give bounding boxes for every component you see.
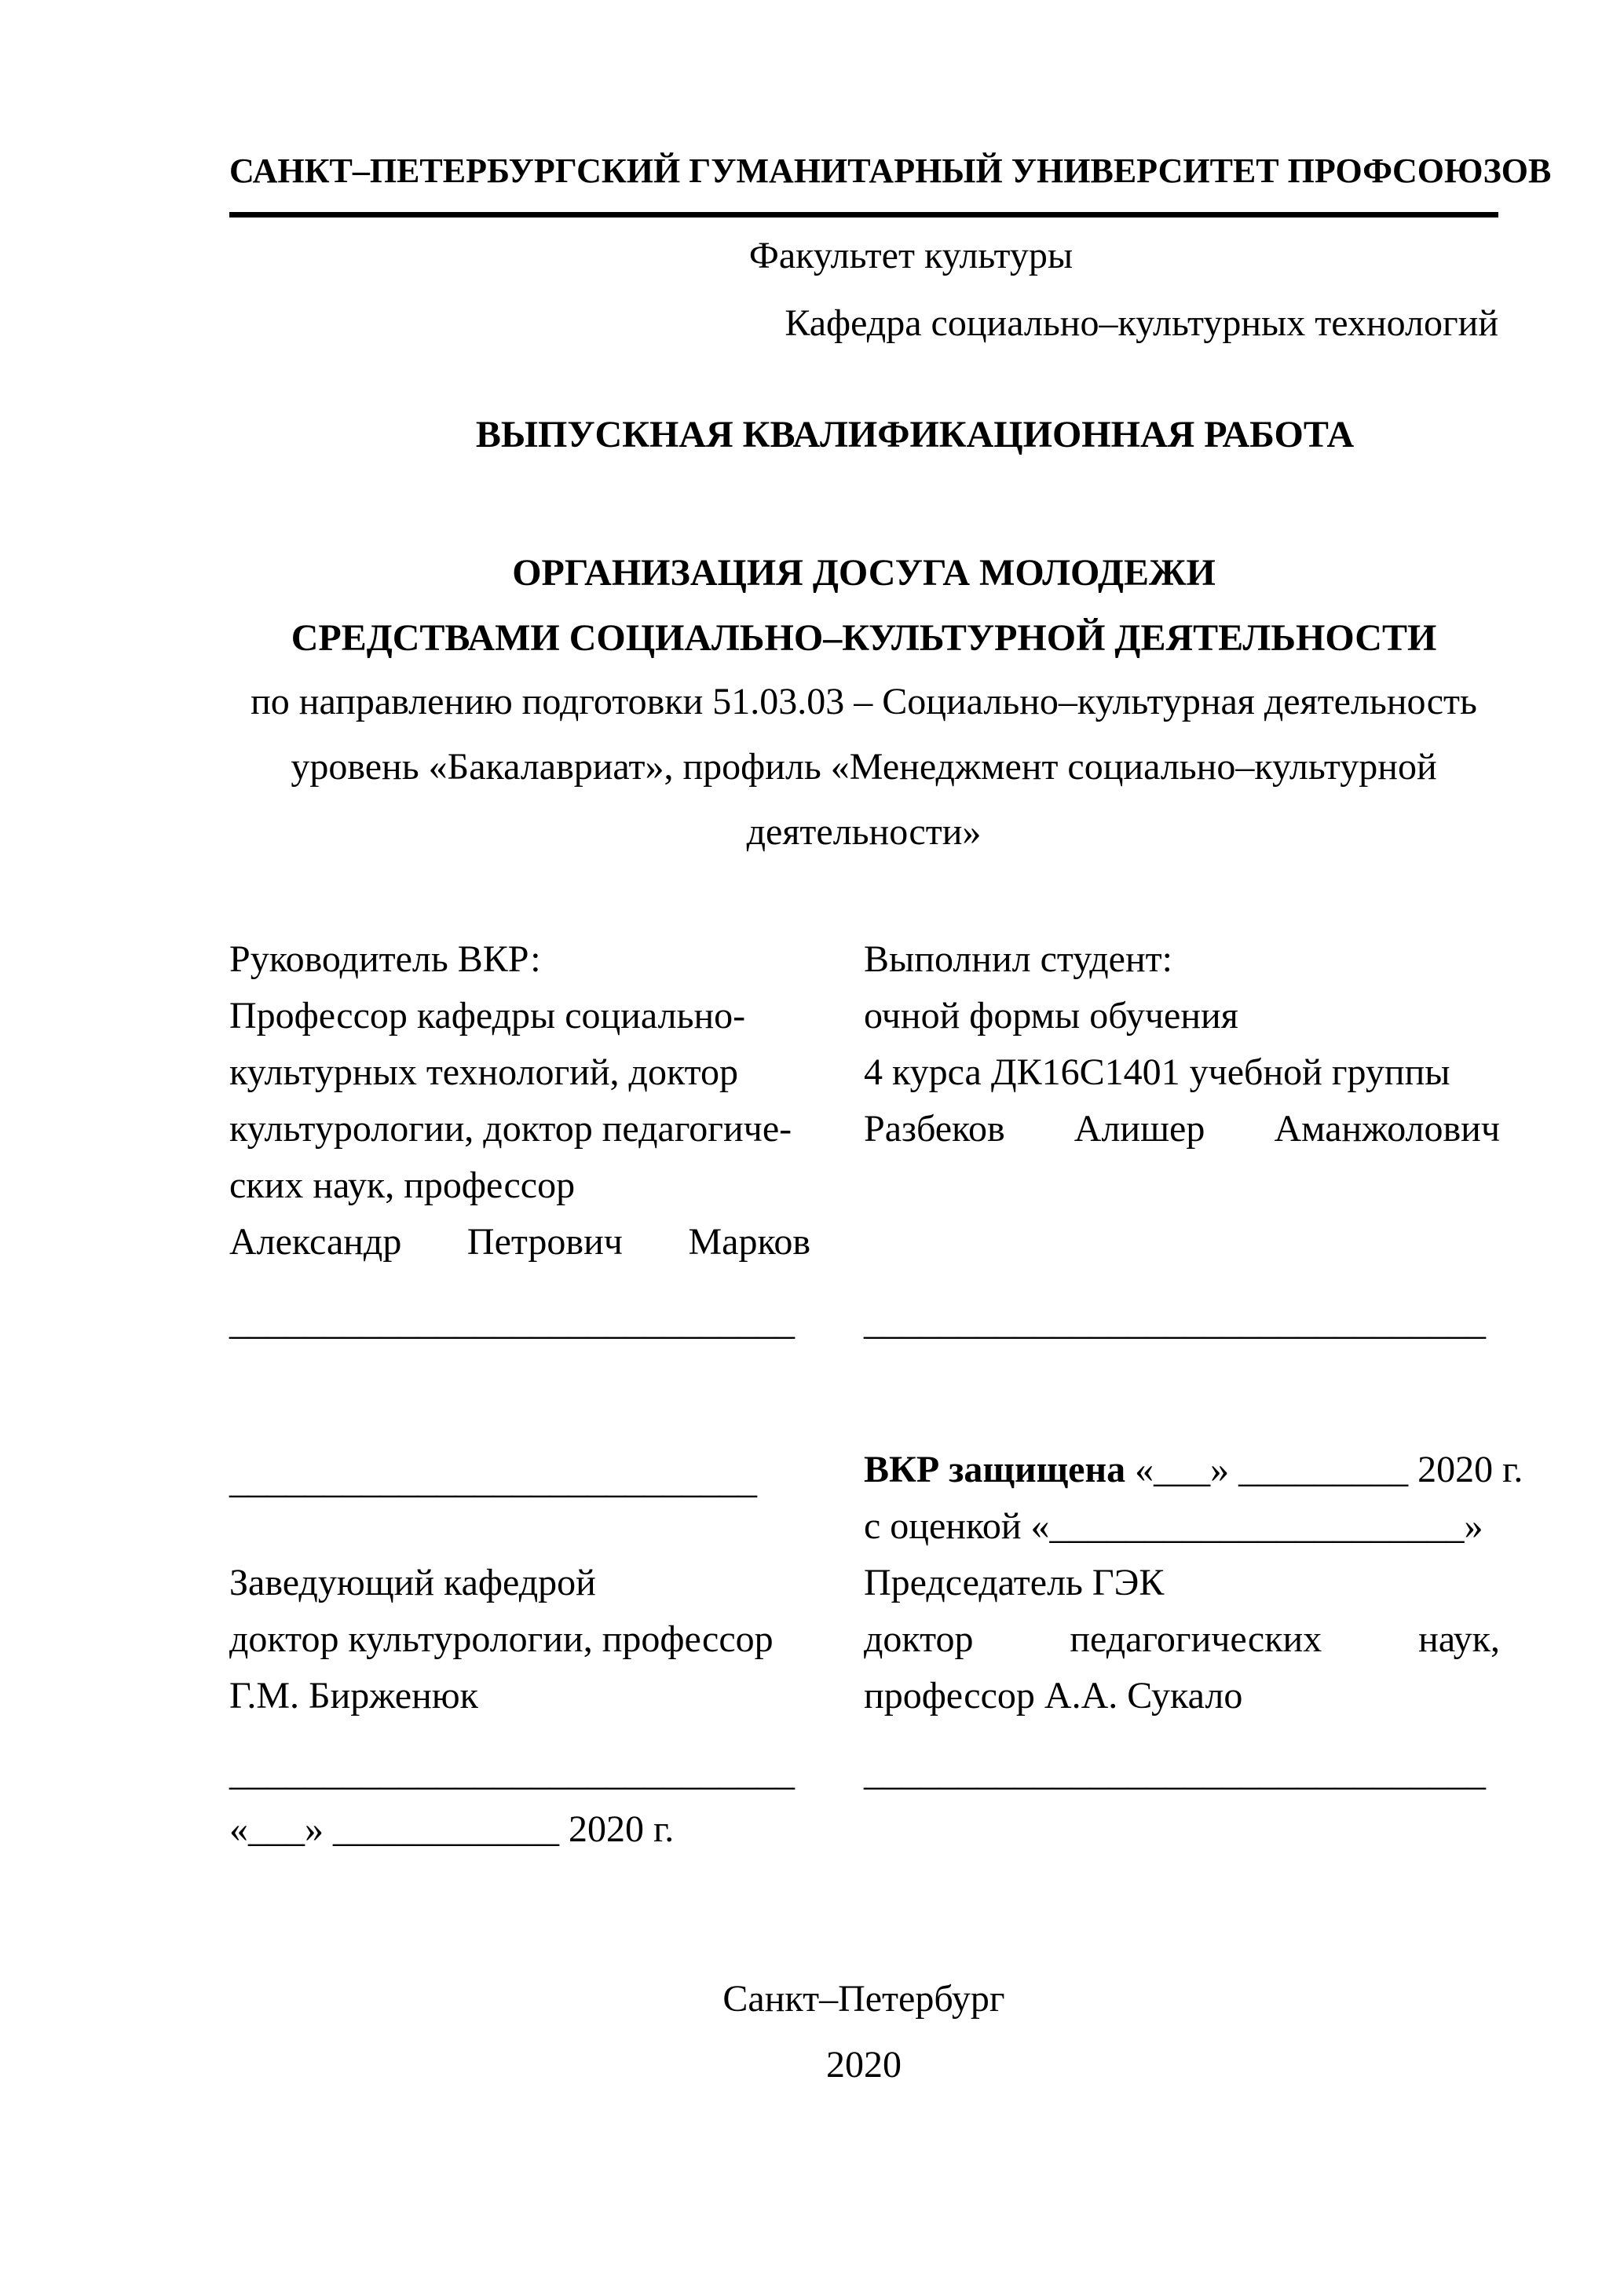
defense-label: ВКР защищена [864,1449,1126,1490]
supervisor-position-line3: культурологии, доктор педагогиче- [229,1108,792,1150]
supervisor-name: Александр Петрович Марков [229,1221,810,1263]
defense-grade-line: с оценкой «______________________» [864,1505,1483,1547]
head-signature-line-top: ____________________________ [229,1460,757,1501]
supervisor-label: Руководитель ВКР: [229,938,541,980]
work-type-heading: ВЫПУСКНАЯ КВАЛИФИКАЦИОННАЯ РАБОТА [475,414,1355,455]
student-info-line2: 4 курса ДК16С1401 учебной группы [864,1051,1450,1093]
student-info-line1: очной формы обучения [864,995,1238,1036]
student-signature-line: _________________________________ [864,1301,1486,1343]
student-name: Разбеков Алишер Аманжолович [864,1108,1500,1150]
chairman-signature-line: _________________________________ [864,1752,1486,1793]
faculty-name: Факультет культуры [748,235,1074,276]
department-name: Кафедра социально–культурных технологий [785,302,1498,344]
head-name: Г.М. Бирженюк [229,1675,478,1717]
program-line2: уровень «Бакалавриат», профиль «Менеджмент социально–культурной [291,746,1437,788]
footer-city: Санкт–Петербург [722,1978,1005,2020]
supervisor-signature-line: ______________________________ [229,1301,795,1343]
thesis-title-line1: ОРГАНИЗАЦИЯ ДОСУГА МОЛОДЕЖИ [512,552,1216,594]
program-line1: по направлению подготовки 51.03.03 – Социально–культурная деятельность [251,681,1477,722]
program-line3: деятельности» [746,811,982,853]
head-position-line2: доктор культурологии, профессор [229,1618,774,1660]
supervisor-position-line2: культурных технологий, доктор [229,1051,738,1093]
chairman-position-line1: Председатель ГЭК [864,1562,1165,1603]
supervisor-position-line4: ских наук, профессор [229,1164,576,1206]
head-signature-line-bottom: ______________________________ [229,1752,795,1793]
chairman-name: профессор А.А. Сукало [864,1675,1243,1717]
footer-year: 2020 [826,2044,902,2086]
head-position-line1: Заведующий кафедрой [229,1562,596,1603]
defense-date-blank: «___» _________ 2020 г. [1135,1449,1523,1490]
university-name: САНКТ–ПЕТЕРБУРГСКИЙ ГУМАНИТАРНЫЙ УНИВЕРСИТЕТ ПРОФСОЮЗОВ [229,148,1498,218]
student-label: Выполнил студент: [864,938,1172,980]
supervisor-position-line1: Профессор кафедры социально- [229,995,746,1036]
chairman-position-line2: доктор педагогических наук, [864,1618,1500,1660]
thesis-title-line2: СРЕДСТВАМИ СОЦИАЛЬНО–КУЛЬТУРНОЙ ДЕЯТЕЛЬНОСТИ [291,617,1437,659]
defense-date-line [864,1442,1523,1498]
head-date-blank: «___» ____________ 2020 г. [229,1808,675,1850]
